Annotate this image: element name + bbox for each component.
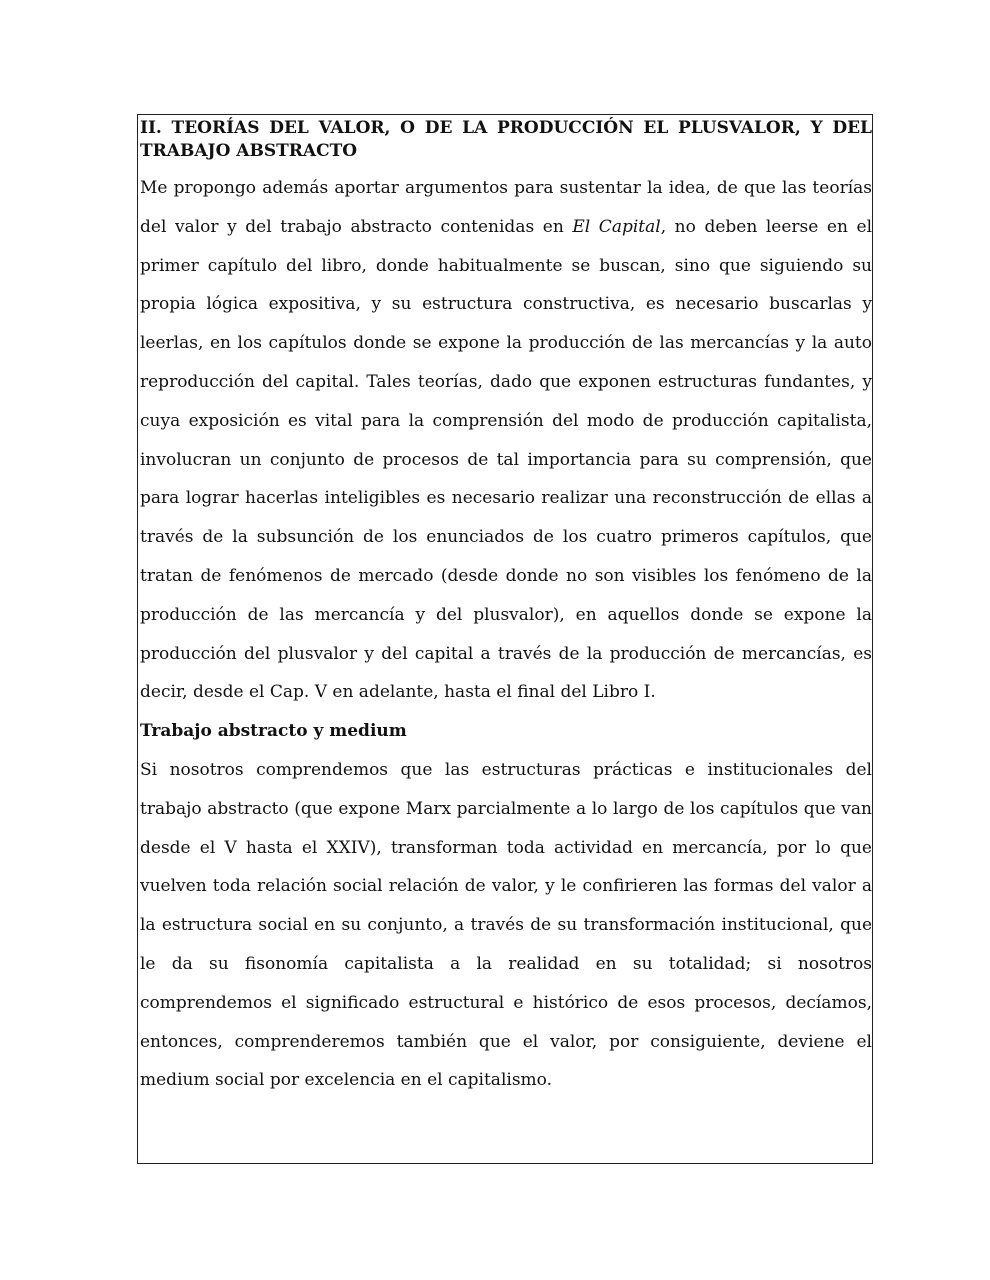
document-body — [140, 117, 872, 1100]
book-title-italic: El Capital — [572, 216, 661, 237]
paragraph-1-start: Me propongo además aportar argumentos para sustentar la idea, de que las teorías del valor y del trabajo abstracto contenidas en — [140, 178, 872, 237]
subsection-title: Trabajo abstracto y medium — [140, 721, 407, 742]
paragraph-1 — [140, 169, 872, 712]
section-title: II. TEORÍAS DEL VALOR, O DE LA PRODUCCIÓN EL PLUSVALOR, Y DEL TRABAJO ABSTRACTO — [140, 118, 872, 161]
paragraph-1-rest: , no deben leerse en el primer capítulo del libro, donde habitualmente se buscan, sino que siguiendo su propia lógica expositiva, y su estructura constructiva, es necesario buscarlas y leerlas, en los capítulos donde se expone la producción de las mercancías y la auto reproducción del capital. Tales teorías, dado que exponen estructuras fundantes, y cuya exposición es vital para la comprensión del modo de producción capitalista, involucran un conjunto de procesos de tal importancia para su comprensión, que para lograr hacerlas inteligibles es necesario realizar una reconstrucción de ellas a través de la subsunción de los enunciados de los cuatro primeros capítulos, que tratan de fenómenos de mercado (desde donde no son visibles los fenómeno de la producción de las mercancía y del plusvalor), en aquellos donde se expone la producción del plusvalor y del capital a través de la producción de mercancías, es decir, desde el Cap. V en adelante, hasta el final del Libro I. — [140, 216, 873, 703]
paragraph-2: Si nosotros comprendemos que las estructuras prácticas e institucionales del trabajo abstracto (que expone Marx parcialmente a lo largo de los capítulos que van desde el V hasta el XXIV), transforman toda actividad en mercancía, por lo que vuelven toda relación social relación de valor, y le confirieren las formas del valor a la estructura social en su conjunto, a través de su transformación institucional, que le da su fisonomía capitalista a la realidad en su totalidad; si nosotros comprendemos el significado estructural e histórico de esos procesos, decíamos, entonces, comprenderemos también que el valor, por consiguiente, deviene el medium social por excelencia en el capitalismo. — [140, 759, 872, 1091]
